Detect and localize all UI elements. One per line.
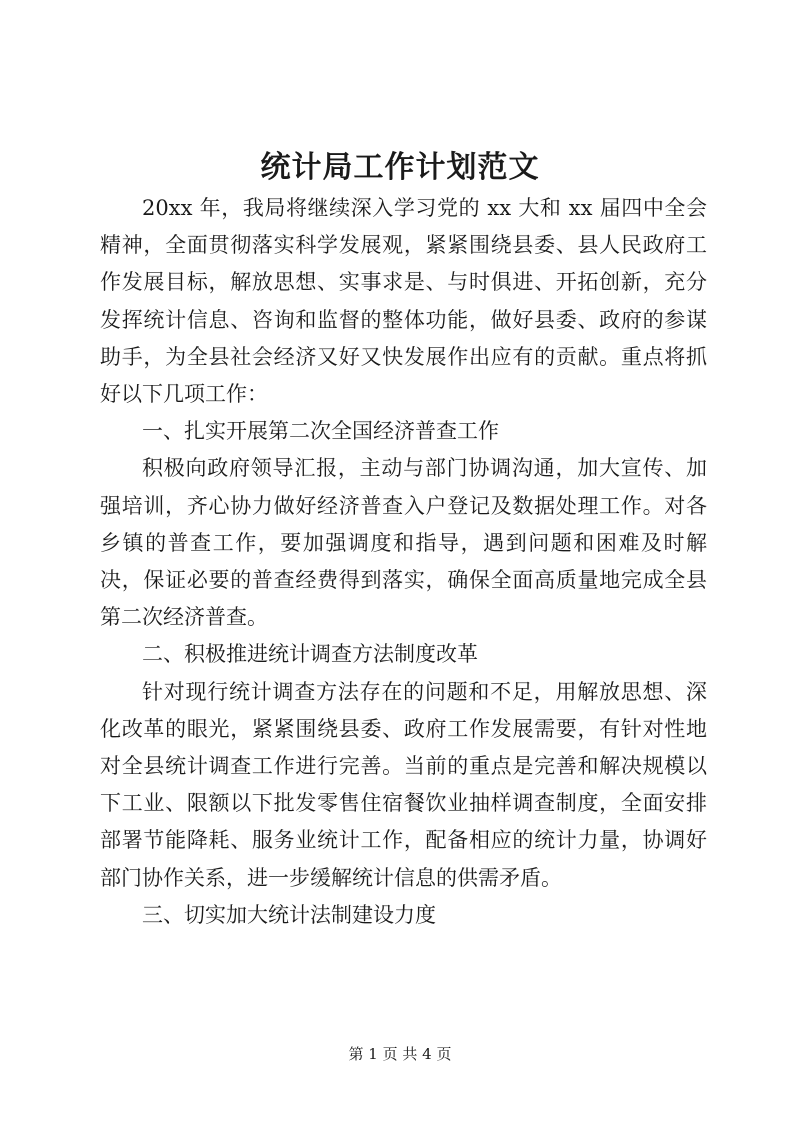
document-body: [100, 190, 707, 934]
document-title: 统计局工作计划范文: [260, 150, 540, 185]
intro-paragraph: 20xx 年，我局将继续深入学习党的 xx 大和 xx 届四中全会精神，全面贯彻落实科学发展观，紧紧围绕县委、县人民政府工作发展目标，解放思想、实事求是、与时俱进、开拓创新，充分发挥统计信息、咨询和监督的整体功能，做好县委、政府的参谋助手，为全县社会经济又好又快发展作出应有的贡献。重点将抓好以下几项工作：: [100, 196, 707, 407]
section-heading-3: 三、切实加大统计法制建设力度: [142, 902, 436, 927]
section-paragraph-1: 积极向政府领导汇报，主动与部门协调沟通，加大宣传、加强培训，齐心协力做好经济普查入户登记及数据处理工作。对各乡镇的普查工作，要加强调度和指导，遇到问题和困难及时解决，保证必要的普查经费得到落实，确保全面高质量地完成全县第二次经济普查。: [100, 456, 707, 630]
section-heading-1: 一、扎实开展第二次全国经济普查工作: [142, 419, 499, 444]
section-paragraph-2: 针对现行统计调查方法存在的问题和不足，用解放思想、深化改革的眼光，紧紧围绕县委、政府工作发展需要，有针对性地对全县统计调查工作进行完善。当前的重点是完善和解决规模以下工业、限额以下批发零售住宿餐饮业抽样调查制度，全面安排部署节能降耗、服务业统计工作，配备相应的统计力量，协调好部门协作关系，进一步缓解统计信息的供需矛盾。: [100, 679, 707, 890]
section-heading-2: 二、积极推进统计调查方法制度改革: [142, 642, 478, 667]
page-number-footer: 第 1 页 共 4 页: [348, 1045, 452, 1063]
